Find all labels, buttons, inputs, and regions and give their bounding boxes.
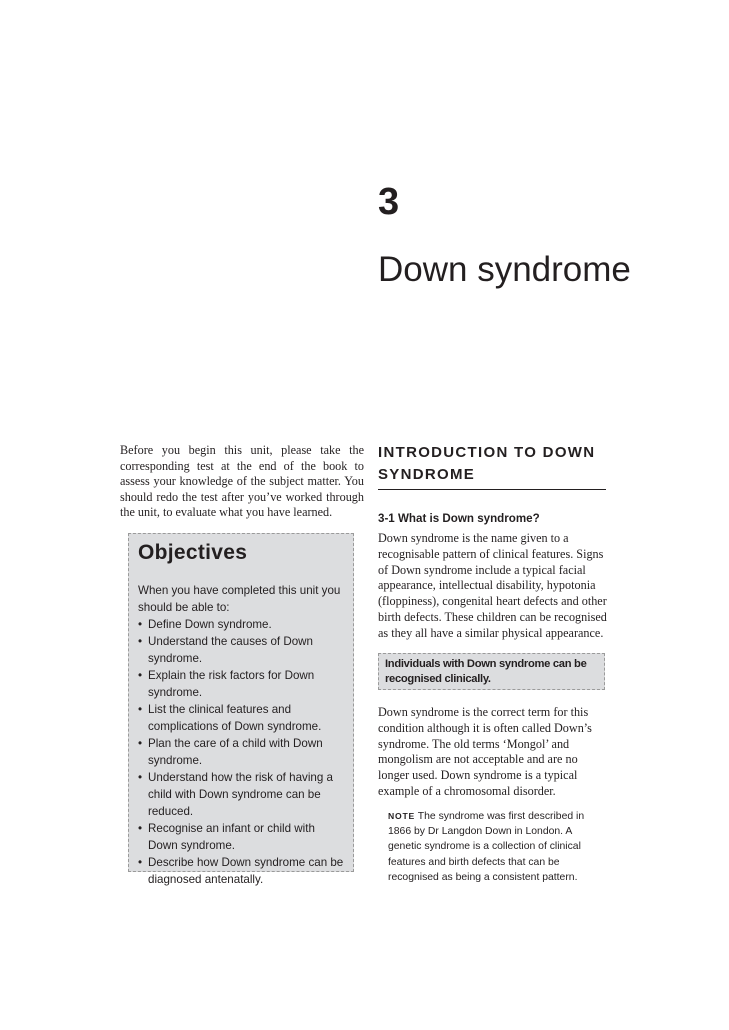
objective-item	[138, 820, 345, 854]
bullet: •	[138, 737, 143, 750]
objectives-list	[138, 616, 345, 888]
bullet: •	[138, 618, 143, 631]
objective-item	[138, 616, 345, 633]
objective-item	[138, 854, 345, 888]
bullet: •	[138, 822, 143, 835]
subsection-heading: 3-1 What is Down syndrome?	[378, 512, 540, 525]
bullet: •	[138, 703, 143, 716]
bullet: •	[138, 635, 143, 648]
objective-text: Recognise an infant or child with Down syndrome.	[148, 822, 315, 852]
key-point-text: Individuals with Down syndrome can be recognised clinically.	[385, 658, 587, 685]
chapter-title: Down syndrome	[378, 250, 631, 289]
objective-item	[138, 633, 345, 667]
objective-item	[138, 769, 345, 820]
section-heading: INTRODUCTION TO DOWN SYNDROME	[378, 442, 606, 490]
bullet: •	[138, 771, 143, 784]
objective-text: Describe how Down syndrome can be diagnosed antenatally.	[148, 856, 344, 886]
objectives-heading: Objectives	[138, 541, 248, 564]
note-text: The syndrome was first described in 1866 by Dr Langdon Down in London. A genetic syndrome is a collection of clinical features and birth defects that can be recognised as being a consistent pattern.	[388, 811, 585, 883]
objectives-box	[128, 533, 354, 886]
note-label: NOTE	[388, 811, 416, 821]
objectives-intro: When you have completed this unit you should be able to:	[138, 584, 341, 614]
objective-text: Understand how the risk of having a child with Down syndrome can be reduced.	[148, 771, 333, 818]
objective-item	[138, 667, 345, 701]
objective-text: Understand the causes of Down syndrome.	[148, 635, 313, 665]
bullet: •	[138, 669, 143, 682]
body-paragraph: Down syndrome is the correct term for this condition although it is often called Down’s syndrome. The old terms ‘Mongol’ and mongolism are not acceptable and are no longer used. Down syndrome is a typical example of a chromosomal disorder.	[378, 705, 592, 798]
objective-item	[138, 735, 345, 769]
note	[388, 809, 604, 885]
objective-text: Define Down syndrome.	[148, 618, 272, 631]
objective-text: Plan the care of a child with Down syndrome.	[148, 737, 323, 767]
chapter-number: 3	[378, 181, 400, 223]
pretest-instruction: Before you begin this unit, please take the corresponding test at the end of the book to assess your knowledge of the subject matter. You should redo the test after you’ve worked through the unit, to evaluate what you have learned.	[120, 443, 364, 520]
body-paragraph: Down syndrome is the name given to a recognisable pattern of clinical features. Signs of Down syndrome include a typical facial appearance, intellectual disability, hypotonia (floppiness), congenital heart defects and other birth defects. These children can be recognised as they all have a similar physical appearance.	[378, 531, 607, 640]
key-point-box	[378, 653, 605, 690]
objective-text: List the clinical features and complications of Down syndrome.	[148, 703, 322, 733]
objective-item	[138, 701, 345, 735]
objective-text: Explain the risk factors for Down syndrome.	[148, 669, 315, 699]
bullet: •	[138, 856, 143, 869]
